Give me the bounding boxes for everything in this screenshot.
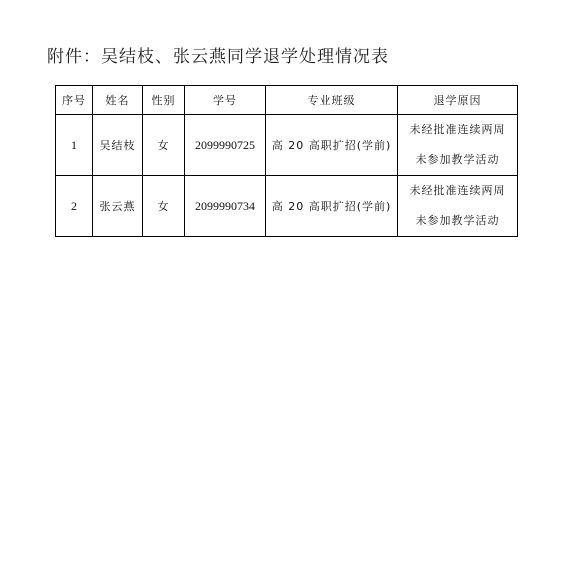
header-name: 姓名 bbox=[93, 86, 143, 115]
cell-index: 2 bbox=[56, 176, 93, 237]
cell-name: 吴结枝 bbox=[93, 115, 143, 176]
header-gender: 性别 bbox=[143, 86, 185, 115]
cell-student-id: 2099990725 bbox=[185, 115, 266, 176]
reason-line-1: 未经批准连续两周 bbox=[409, 184, 506, 197]
document-title: 附件：吴结枝、张云燕同学退学处理情况表 bbox=[47, 47, 389, 67]
table-row bbox=[56, 176, 518, 237]
withdrawal-table bbox=[55, 85, 518, 237]
cell-name: 张云燕 bbox=[93, 176, 143, 237]
table-row bbox=[56, 115, 518, 176]
cell-class: 高 20 高职扩招(学前) bbox=[266, 115, 398, 176]
header-index: 序号 bbox=[56, 86, 93, 115]
cell-class: 高 20 高职扩招(学前) bbox=[266, 176, 398, 237]
cell-reason bbox=[398, 115, 518, 176]
reason-line-1: 未经批准连续两周 bbox=[409, 123, 506, 136]
cell-student-id: 2099990734 bbox=[185, 176, 266, 237]
cell-reason bbox=[398, 176, 518, 237]
header-class: 专业班级 bbox=[266, 86, 398, 115]
header-student-id: 学号 bbox=[185, 86, 266, 115]
header-reason: 退学原因 bbox=[398, 86, 518, 115]
cell-index: 1 bbox=[56, 115, 93, 176]
cell-gender: 女 bbox=[143, 115, 185, 176]
table-header-row bbox=[56, 86, 518, 115]
cell-gender: 女 bbox=[143, 176, 185, 237]
reason-line-2: 未参加教学活动 bbox=[415, 153, 500, 166]
reason-line-2: 未参加教学活动 bbox=[415, 214, 500, 227]
